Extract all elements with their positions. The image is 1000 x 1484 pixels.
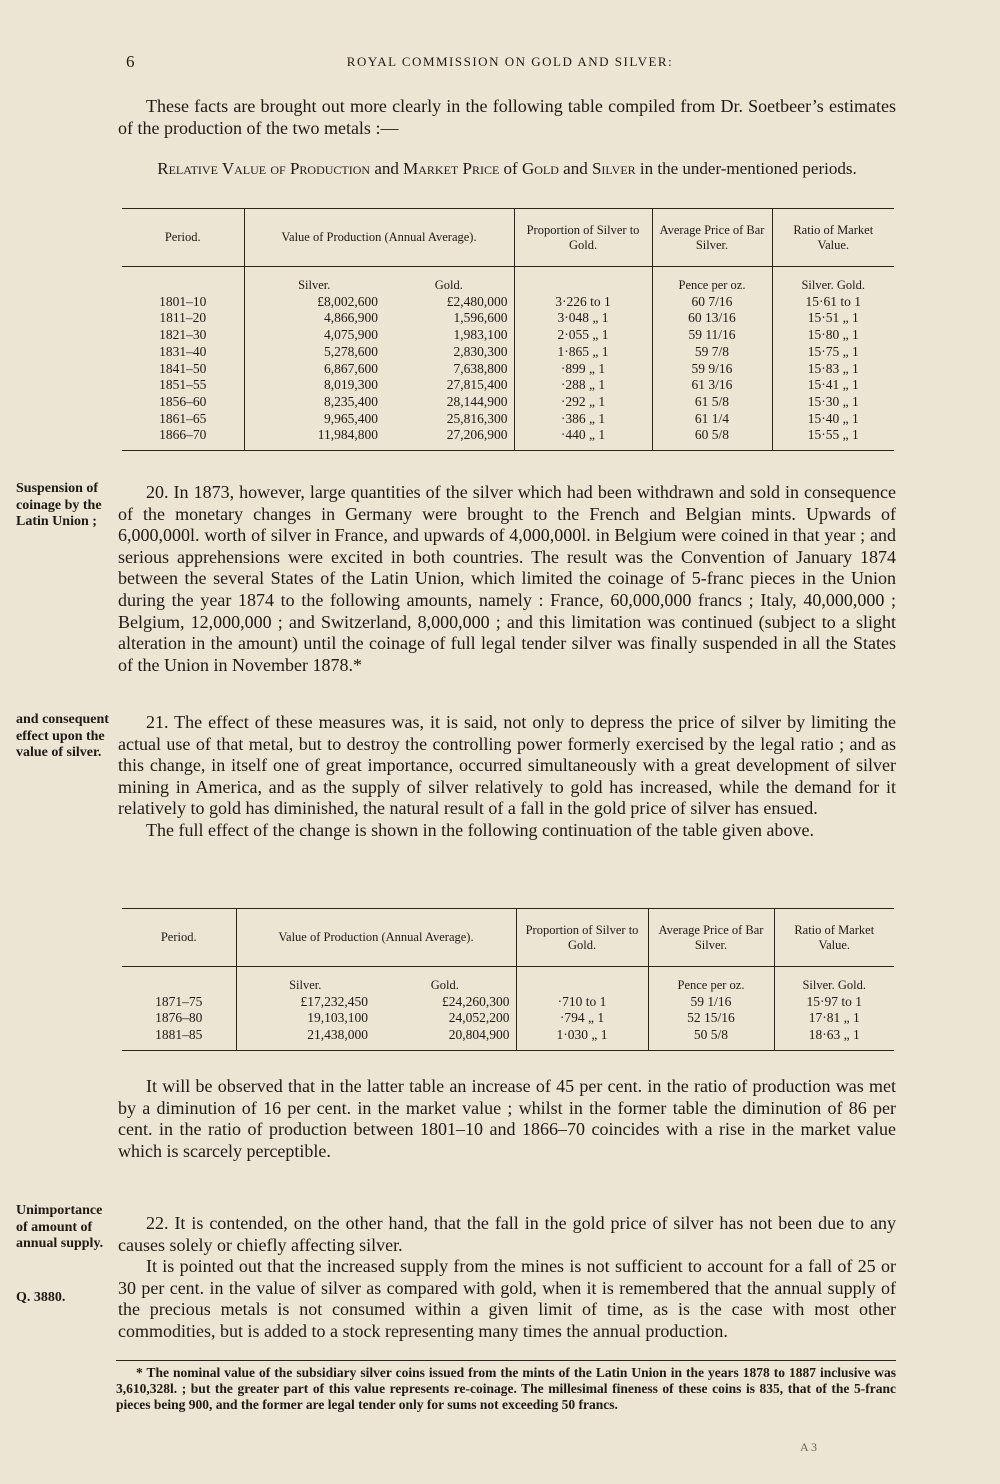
gold-value-cell: £2,480,000 — [384, 294, 514, 311]
gold-value-cell: 20,804,900 — [374, 1027, 516, 1050]
header-proportion: Proportion of Silver to Gold. — [514, 209, 652, 267]
intro-paragraph — [118, 96, 896, 139]
header-ratio: Ratio of Market Value. — [774, 909, 894, 967]
caption-part: Production — [289, 159, 371, 178]
silver-value-cell: 5,278,600 — [324, 343, 378, 359]
proportion-cell: 3·048 „ 1 — [514, 310, 652, 327]
subheader-silver: Silver. — [298, 278, 331, 292]
signature-mark: A 3 — [800, 1440, 818, 1454]
price-cell: 59 11/16 — [652, 327, 772, 344]
silver-value-cell: 6,867,600 — [324, 360, 378, 376]
paragraph-21-text: 21. The effect of these measures was, it is said, not only to depress the price of silver by limiting the actual use of that metal, but to destroy the controlling power formerly exercised by the legal ratio ; and as this change, in itself one of great importance, occurred simultaneously with a great development of silver mining in America, and as the supply of silver relatively to gold has increased, while the demand for it relatively to gold has diminished, the natural result of a fall in the gold price of silver has ensued. — [118, 712, 896, 819]
table-row — [122, 344, 894, 361]
margin-note-suspension: Suspension of coinage by the Latin Union ; — [16, 481, 102, 529]
caption-part: Relative Value of — [157, 159, 290, 178]
subheader-empty — [514, 267, 652, 294]
silver-value-cell: 9,965,400 — [324, 410, 378, 426]
period-cell: 1851–55 — [122, 377, 244, 394]
price-cell: 61 3/16 — [652, 377, 772, 394]
proportion-cell: 2·055 „ 1 — [514, 327, 652, 344]
price-cell: 59 1/16 — [648, 994, 774, 1011]
price-cell: 59 9/16 — [652, 361, 772, 378]
intro-text: These facts are brought out more clearly in the following table compiled from Dr. Soetbeer’s estimates of the production of the two metals :— — [118, 96, 896, 138]
margin-note-consequent-effect: and consequent effect upon the value of silver. — [16, 712, 109, 760]
header-period: Period. — [122, 209, 244, 267]
paragraph-20 — [118, 482, 896, 676]
gold-value-cell: 7,638,800 — [384, 361, 514, 378]
footnote-text: * The nominal value of the subsidiary silver coins issued from the mints of the Latin Union in the years 1878 to 1887 inclusive was 3,610,328l. ; but the greater part of this value represents re-coinage. The millesimal fineness of these coins is 835, that of the 5-franc pieces being 900, and the former are legal tender only for sums not exceeding 50 francs. — [116, 1365, 896, 1412]
caption-part: Silver — [591, 159, 636, 178]
table-row — [122, 1027, 894, 1050]
proportion-cell: ·899 „ 1 — [514, 361, 652, 378]
subheader-silver: Silver. — [289, 978, 322, 992]
table-row — [122, 394, 894, 411]
table-row — [122, 411, 894, 428]
production-table-1 — [122, 208, 894, 451]
ratio-cell: 15·55 „ 1 — [772, 427, 894, 450]
period-cell: 1831–40 — [122, 344, 244, 361]
table-header-row — [122, 909, 894, 967]
paragraph-20-text: 20. In 1873, however, large quantities of the silver which had been withdrawn and sold in consequence of the monetary changes in Germany were brought to the French and Belgian mints. Upwards of 6,000,000l. worth of silver in France, and upwards of 4,000,000l. in Belgium were coined in that year ; and serious apprehensions were excited in both countries. The result was the Convention of January 1874 between the several States of the Latin Union, which limited the coinage of 5-franc pieces in the Union during the year 1874 to the following amounts, namely : France, 60,000,000 francs ; Italy, 40,000,000 ; Belgium, 12,000,000 ; and Switzerland, 8,000,000 ; and this limitation was continued (subject to a slight alteration in the amount) until the coinage of full legal tender silver was finally suspended in all the States of the Union in November 1878.* — [118, 482, 896, 675]
price-cell: 52 15/16 — [648, 1010, 774, 1027]
table-row — [122, 294, 894, 311]
ratio-cell: 15·51 „ 1 — [807, 310, 859, 326]
silver-value-cell: 8,235,400 — [324, 393, 378, 409]
header-average-price: Average Price of Bar Silver. — [648, 909, 774, 967]
table-row — [122, 361, 894, 378]
period-cell: 1871–75 — [122, 994, 236, 1011]
gold-value-cell: 2,830,300 — [384, 344, 514, 361]
subheader-pence: Pence per oz. — [648, 967, 774, 994]
subheader-gold: Gold. — [384, 267, 514, 294]
header-period: Period. — [122, 909, 236, 967]
running-title: ROYAL COMMISSION ON GOLD AND SILVER: — [346, 54, 674, 69]
footnote — [116, 1360, 896, 1413]
period-cell: 1821–30 — [122, 327, 244, 344]
subheader-empty — [122, 967, 236, 994]
table-row — [122, 994, 894, 1011]
gold-value-cell: 25,816,300 — [384, 411, 514, 428]
subheader-ratio: Silver. Gold. — [801, 278, 866, 292]
gold-value-cell: 28,144,900 — [384, 394, 514, 411]
caption-part: in the under-mentioned periods. — [635, 159, 857, 178]
margin-note-question-ref: Q. 3880. — [16, 1290, 66, 1305]
ratio-cell: 15·80 „ 1 — [807, 327, 859, 343]
table-row — [122, 310, 894, 327]
ratio-cell: 15·61 to 1 — [805, 293, 861, 309]
proportion-cell: ·386 „ 1 — [514, 411, 652, 428]
silver-value-cell: £8,002,600 — [317, 293, 378, 309]
silver-value-cell: 19,103,100 — [307, 1010, 368, 1026]
observation-paragraph — [118, 1076, 896, 1162]
margin-note-unimportance: Unimportance of amount of annual supply. — [16, 1203, 104, 1251]
table-subheader-row — [122, 967, 894, 994]
period-cell: 1881–85 — [122, 1027, 236, 1050]
proportion-cell: ·288 „ 1 — [514, 377, 652, 394]
ratio-cell: 15·40 „ 1 — [807, 410, 859, 426]
table-row — [122, 427, 894, 450]
gold-value-cell: £24,260,300 — [374, 994, 516, 1011]
proportion-cell: ·292 „ 1 — [514, 394, 652, 411]
table-header-row — [122, 209, 894, 267]
proportion-cell: 1·030 „ 1 — [516, 1027, 648, 1050]
observation-text: It will be observed that in the latter table an increase of 45 per cent. in the ratio of production was met by a diminution of 16 per cent. in the market value ; whilst in the former table the diminution of 86 per cent. in the ratio of production between 1801–10 and 1866–70 coincides with a rise in the market value which is scarcely perceptible. — [118, 1076, 896, 1161]
header-average-price: Average Price of Bar Silver. — [652, 209, 772, 267]
caption-part: and — [370, 159, 404, 178]
paragraph-21-continuation: The full effect of the change is shown in the following continuation of the table given above. — [146, 819, 814, 840]
ratio-cell: 18·63 „ 1 — [774, 1027, 894, 1050]
period-cell: 1856–60 — [122, 394, 244, 411]
silver-value-cell: 21,438,000 — [236, 1027, 374, 1050]
subheader-empty — [122, 267, 244, 294]
price-cell: 60 7/16 — [652, 294, 772, 311]
header-value-of-production: Value of Production (Annual Average). — [236, 909, 516, 967]
silver-value-cell: 4,075,900 — [324, 327, 378, 343]
period-cell: 1811–20 — [122, 310, 244, 327]
ratio-cell: 15·75 „ 1 — [807, 343, 859, 359]
silver-value-cell: £17,232,450 — [300, 993, 368, 1009]
subheader-gold: Gold. — [374, 967, 516, 994]
page-number: 6 — [126, 52, 135, 71]
period-cell: 1801–10 — [122, 294, 244, 311]
subheader-ratio: Silver. Gold. — [802, 978, 867, 992]
ratio-cell: 17·81 „ 1 — [808, 1010, 860, 1026]
proportion-cell: ·794 „ 1 — [516, 1010, 648, 1027]
gold-value-cell: 1,983,100 — [384, 327, 514, 344]
silver-value-cell: 4,866,900 — [324, 310, 378, 326]
price-cell: 60 5/8 — [652, 427, 772, 450]
subheader-pence: Pence per oz. — [652, 267, 772, 294]
price-cell: 61 5/8 — [652, 394, 772, 411]
period-cell: 1861–65 — [122, 411, 244, 428]
proportion-cell: ·440 „ 1 — [514, 427, 652, 450]
gold-value-cell: 24,052,200 — [374, 1010, 516, 1027]
caption-part: Market Price — [403, 159, 500, 178]
period-cell: 1876–80 — [122, 1010, 236, 1027]
ratio-cell: 15·41 „ 1 — [807, 377, 859, 393]
header-value-of-production: Value of Production (Annual Average). — [244, 209, 514, 267]
table-row — [122, 327, 894, 344]
proportion-cell: 3·226 to 1 — [514, 294, 652, 311]
subheader-empty — [516, 967, 648, 994]
caption-part: of — [499, 159, 522, 178]
proportion-cell: 1·865 „ 1 — [514, 344, 652, 361]
header-ratio: Ratio of Market Value. — [772, 209, 894, 267]
header-proportion: Proportion of Silver to Gold. — [516, 909, 648, 967]
proportion-cell: ·710 to 1 — [516, 994, 648, 1011]
paragraph-21 — [118, 712, 896, 842]
price-cell: 59 7/8 — [652, 344, 772, 361]
silver-value-cell: 11,984,800 — [244, 427, 384, 450]
period-cell: 1866–70 — [122, 427, 244, 450]
paragraph-22-text: 22. It is contended, on the other hand, that the fall in the gold price of silver has not been due to any causes solely or chiefly affecting silver. — [118, 1213, 896, 1255]
caption-part: Gold — [521, 159, 559, 178]
ratio-cell: 15·83 „ 1 — [807, 360, 859, 376]
table-subheader-row — [122, 267, 894, 294]
price-cell: 50 5/8 — [648, 1027, 774, 1050]
gold-value-cell: 27,206,900 — [384, 427, 514, 450]
table-row — [122, 377, 894, 394]
period-cell: 1841–50 — [122, 361, 244, 378]
caption-part: and — [558, 159, 592, 178]
paragraph-22-text-2: It is pointed out that the increased supply from the mines is not sufficient to account for a fall of 25 or 30 per cent. in the value of silver as compared with gold, when it is remembered that the annual supply of the precious metals is not consumed within a given limit of time, as is the case with most other commodities, but is added to a stock representing many times the annual production. — [118, 1256, 896, 1341]
table-caption — [118, 158, 896, 179]
price-cell: 61 1/4 — [652, 411, 772, 428]
silver-value-cell: 8,019,300 — [324, 377, 378, 393]
price-cell: 60 13/16 — [652, 310, 772, 327]
table-row — [122, 1010, 894, 1027]
page-header — [120, 52, 900, 74]
gold-value-cell: 27,815,400 — [384, 377, 514, 394]
gold-value-cell: 1,596,600 — [384, 310, 514, 327]
production-table-2 — [122, 908, 894, 1051]
ratio-cell: 15·97 to 1 — [806, 993, 862, 1009]
ratio-cell: 15·30 „ 1 — [807, 393, 859, 409]
paragraph-22 — [118, 1213, 896, 1343]
